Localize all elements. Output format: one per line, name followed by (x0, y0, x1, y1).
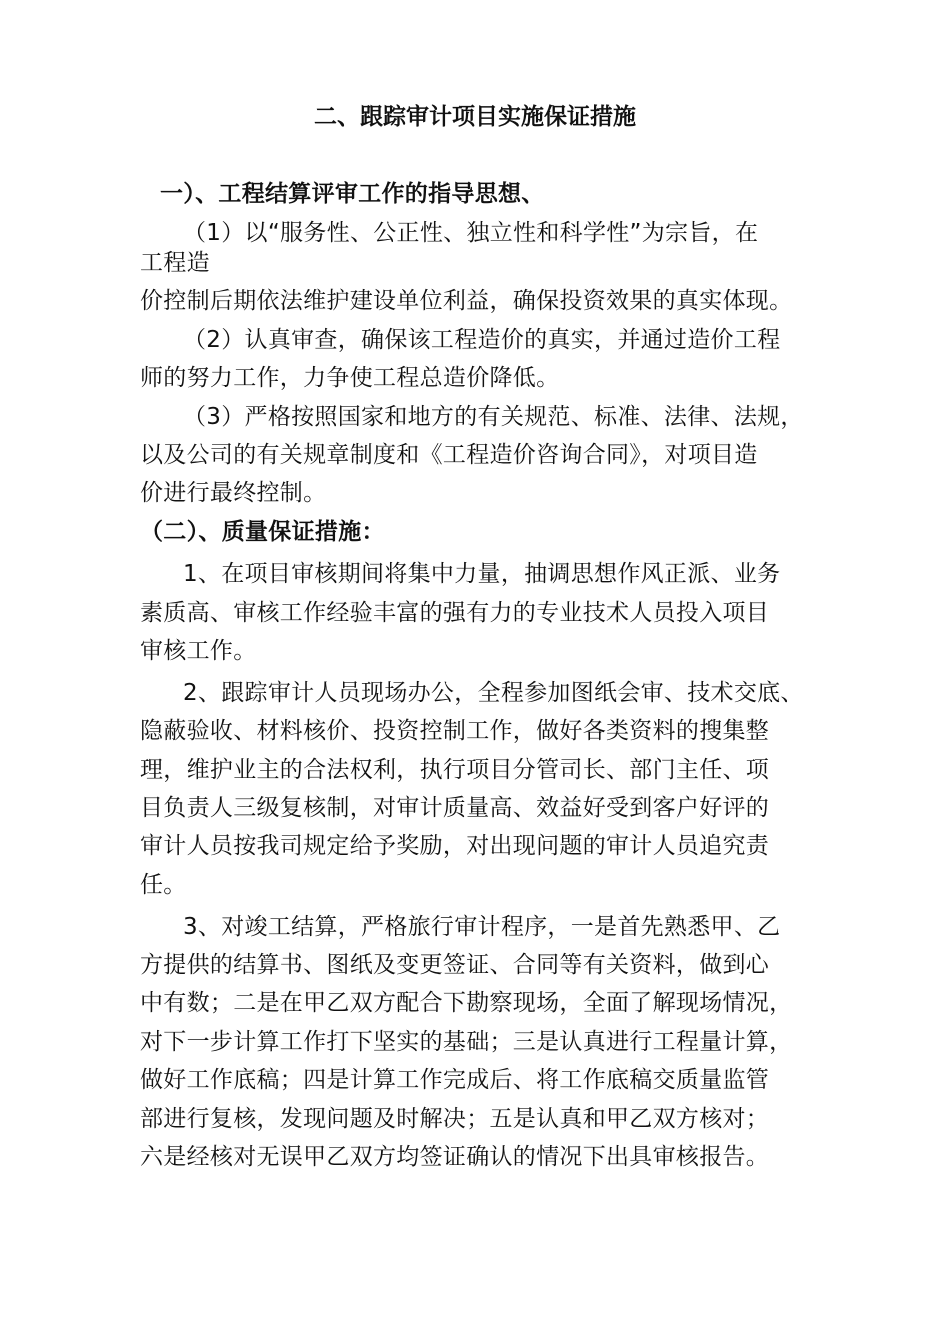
paragraph-line: 1、在项目审核期间将集中力量，抽调思想作风正派、业务 (183, 561, 781, 587)
paragraph-line: 师的努力工作，力争使工程总造价降低。 (140, 365, 560, 391)
paragraph-line: 审核工作。 (140, 638, 257, 664)
paragraph-line: 工程造 (140, 250, 210, 276)
paragraph-line: 2、跟踪审计人员现场办公，全程参加图纸会审、技术交底、 (183, 680, 804, 706)
section-heading-guiding-ideas: 一）、工程结算评审工作的指导思想、 (160, 181, 545, 207)
paragraph-line: 六是经核对无误甲乙双方均签证确认的情况下出具审核报告。 (140, 1144, 770, 1170)
paragraph-line: 隐蔽验收、材料核价、投资控制工作，做好各类资料的搜集整 (140, 718, 770, 744)
paragraph-line: 目负责人三级复核制，对审计质量高、效益好受到客户好评的 (140, 795, 770, 821)
paragraph-line: 3、对竣工结算，严格旅行审计程序，一是首先熟悉甲、乙 (183, 914, 781, 940)
section-heading-quality-assurance: （二）、质量保证措施： (140, 519, 385, 545)
paragraph-line: 对下一步计算工作打下坚实的基础；三是认真进行工程量计算， (140, 1029, 793, 1055)
paragraph-line: 任。 (140, 872, 187, 898)
paragraph-line: 部进行复核，发现问题及时解决；五是认真和甲乙双方核对； (140, 1106, 770, 1132)
paragraph-line: （3）严格按照国家和地方的有关规范、标准、法律、法规， (183, 404, 804, 430)
paragraph-line: 做好工作底稿；四是计算工作完成后、将工作底稿交质量监管 (140, 1067, 770, 1093)
paragraph-line: （2）认真审查，确保该工程造价的真实，并通过造价工程 (183, 327, 781, 353)
paragraph-line: 素质高、审核工作经验丰富的强有力的专业技术人员投入项目 (140, 600, 770, 626)
paragraph-line: 理，维护业主的合法权利，执行项目分管司长、部门主任、项 (140, 757, 770, 783)
paragraph-line: 中有数；二是在甲乙双方配合下勘察现场，全面了解现场情况， (140, 990, 793, 1016)
paragraph-line: （1）以“服务性、公正性、独立性和科学性”为宗旨，在 (183, 220, 759, 246)
page-title: 二、跟踪审计项目实施保证措施 (314, 104, 636, 130)
paragraph-line: 方提供的结算书、图纸及变更签证、合同等有关资料，做到心 (140, 952, 770, 978)
paragraph-line: 价控制后期依法维护建设单位利益，确保投资效果的真实体现。 (140, 288, 793, 314)
paragraph-line: 审计人员按我司规定给予奖励，对出现问题的审计人员追究责 (140, 833, 770, 859)
paragraph-line: 以及公司的有关规章制度和《工程造价咨询合同》，对项目造 (140, 442, 758, 468)
paragraph-line: 价进行最终控制。 (140, 480, 327, 506)
